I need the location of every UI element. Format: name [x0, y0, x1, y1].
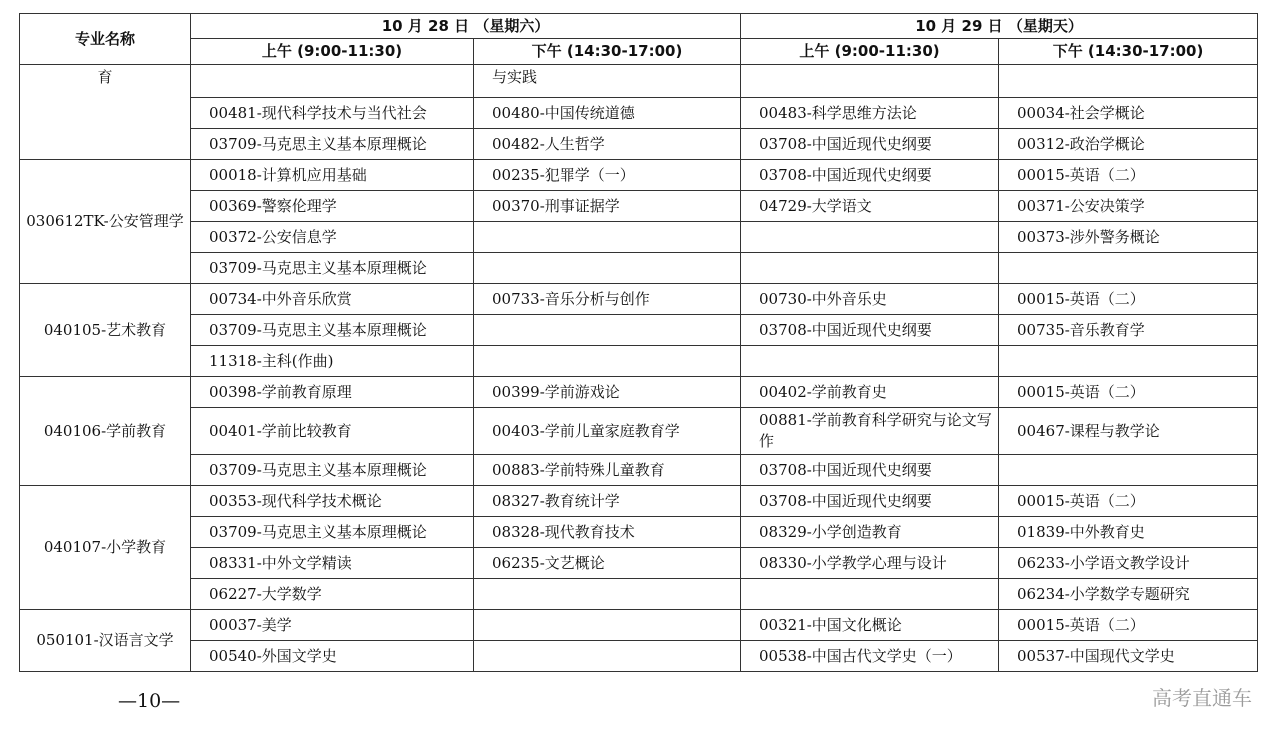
- course-cell: 00467-课程与教学论: [999, 408, 1258, 455]
- course-cell: 08330-小学教学心理与设计: [741, 548, 999, 579]
- course-cell: [191, 65, 474, 98]
- table-row: [20, 129, 1258, 160]
- header-row-sessions: [20, 39, 1258, 65]
- course-cell: [741, 65, 999, 98]
- course-cell: [474, 346, 741, 377]
- course-cell: 03709-马克思主义基本原理概论: [191, 129, 474, 160]
- course-cell: 08331-中外文学精读: [191, 548, 474, 579]
- page-number: —10—: [118, 690, 181, 712]
- course-cell: 00403-学前儿童家庭教育学: [474, 408, 741, 455]
- course-cell: 00734-中外音乐欣赏: [191, 284, 474, 315]
- course-cell: 00538-中国古代文学史（一）: [741, 641, 999, 672]
- course-cell: 06227-大学数学: [191, 579, 474, 610]
- day1-pm-header: 下午 (14:30-17:00): [474, 39, 741, 65]
- course-cell: 00540-外国文学史: [191, 641, 474, 672]
- major-cell: 030612TK-公安管理学: [20, 160, 191, 284]
- table-row: [20, 641, 1258, 672]
- course-cell: 06234-小学数学专题研究: [999, 579, 1258, 610]
- day2-am-header: 上午 (9:00-11:30): [741, 39, 999, 65]
- course-cell: 03709-马克思主义基本原理概论: [191, 517, 474, 548]
- major-cell: 040107-小学教育: [20, 486, 191, 610]
- course-cell: [741, 579, 999, 610]
- course-cell: [741, 346, 999, 377]
- course-cell: 00399-学前游戏论: [474, 377, 741, 408]
- course-cell: 06233-小学语文教学设计: [999, 548, 1258, 579]
- watermark-text: 高考直通车: [1152, 686, 1252, 710]
- course-cell: 03709-马克思主义基本原理概论: [191, 315, 474, 346]
- table-row: [20, 284, 1258, 315]
- course-cell: 00537-中国现代文学史: [999, 641, 1258, 672]
- course-cell: 03708-中国近现代史纲要: [741, 315, 999, 346]
- course-cell: 03708-中国近现代史纲要: [741, 160, 999, 191]
- course-cell: [999, 65, 1258, 98]
- course-cell: 00881-学前教育科学研究与论文写作: [741, 408, 999, 455]
- exam-schedule-table: [19, 13, 1258, 672]
- course-cell: 00371-公安决策学: [999, 191, 1258, 222]
- course-cell: 06235-文艺概论: [474, 548, 741, 579]
- table-row: [20, 160, 1258, 191]
- course-cell: 00401-学前比较教育: [191, 408, 474, 455]
- course-cell: [741, 222, 999, 253]
- course-cell: 00883-学前特殊儿童教育: [474, 455, 741, 486]
- major-cell: 040105-艺术教育: [20, 284, 191, 377]
- course-cell: 00398-学前教育原理: [191, 377, 474, 408]
- course-cell: 00018-计算机应用基础: [191, 160, 474, 191]
- table-row: [20, 346, 1258, 377]
- course-cell: 08327-教育统计学: [474, 486, 741, 517]
- course-cell: 00730-中外音乐史: [741, 284, 999, 315]
- course-cell: 03708-中国近现代史纲要: [741, 486, 999, 517]
- course-cell: 00015-英语（二）: [999, 160, 1258, 191]
- course-cell: 00015-英语（二）: [999, 610, 1258, 641]
- course-cell: 00480-中国传统道德: [474, 98, 741, 129]
- course-cell: 00373-涉外警务概论: [999, 222, 1258, 253]
- table-row: [20, 548, 1258, 579]
- course-cell: 00353-现代科学技术概论: [191, 486, 474, 517]
- course-cell: 00321-中国文化概论: [741, 610, 999, 641]
- course-cell: 04729-大学语文: [741, 191, 999, 222]
- course-cell: 08329-小学创造教育: [741, 517, 999, 548]
- course-cell: 00733-音乐分析与创作: [474, 284, 741, 315]
- course-cell: [474, 610, 741, 641]
- course-cell: 00015-英语（二）: [999, 377, 1258, 408]
- course-cell: 00483-科学思维方法论: [741, 98, 999, 129]
- course-cell: [999, 346, 1258, 377]
- course-cell: 03708-中国近现代史纲要: [741, 455, 999, 486]
- table-row: [20, 253, 1258, 284]
- course-cell: 00372-公安信息学: [191, 222, 474, 253]
- header-row-dates: [20, 14, 1258, 39]
- course-cell: [474, 641, 741, 672]
- table-row: [20, 610, 1258, 641]
- course-cell: 03709-马克思主义基本原理概论: [191, 253, 474, 284]
- day2-pm-header: 下午 (14:30-17:00): [999, 39, 1258, 65]
- major-cell: 040106-学前教育: [20, 377, 191, 486]
- course-cell: [741, 253, 999, 284]
- table-row: [20, 455, 1258, 486]
- course-cell: 00481-现代科学技术与当代社会: [191, 98, 474, 129]
- course-cell: 08328-现代教育技术: [474, 517, 741, 548]
- course-cell: [474, 315, 741, 346]
- course-cell: [999, 455, 1258, 486]
- table-row: [20, 408, 1258, 455]
- day1-header: 10 月 28 日 （星期六）: [191, 14, 741, 39]
- table-row: [20, 315, 1258, 346]
- table-row: [20, 65, 1258, 98]
- table-row: [20, 517, 1258, 548]
- course-cell: 00482-人生哲学: [474, 129, 741, 160]
- table-row: [20, 98, 1258, 129]
- course-cell: 00312-政治学概论: [999, 129, 1258, 160]
- course-cell: 00370-刑事证据学: [474, 191, 741, 222]
- course-cell: 03709-马克思主义基本原理概论: [191, 455, 474, 486]
- table-row: [20, 191, 1258, 222]
- course-cell: 00735-音乐教育学: [999, 315, 1258, 346]
- table-row: [20, 377, 1258, 408]
- course-cell: 00015-英语（二）: [999, 284, 1258, 315]
- major-cell: 育: [20, 65, 191, 160]
- table-row: [20, 579, 1258, 610]
- table-row: [20, 486, 1258, 517]
- course-cell: [474, 222, 741, 253]
- major-name-header: 专业名称: [20, 14, 191, 65]
- course-cell: 00369-警察伦理学: [191, 191, 474, 222]
- course-cell: 00037-美学: [191, 610, 474, 641]
- course-cell: 11318-主科(作曲): [191, 346, 474, 377]
- day2-header: 10 月 29 日 （星期天）: [741, 14, 1258, 39]
- course-cell: 03708-中国近现代史纲要: [741, 129, 999, 160]
- course-cell: [474, 253, 741, 284]
- course-cell: 00034-社会学概论: [999, 98, 1258, 129]
- table-row: [20, 222, 1258, 253]
- course-cell: 与实践: [474, 65, 741, 98]
- course-cell: 01839-中外教育史: [999, 517, 1258, 548]
- course-cell: 00235-犯罪学（一）: [474, 160, 741, 191]
- major-cell: 050101-汉语言文学: [20, 610, 191, 672]
- course-cell: [999, 253, 1258, 284]
- course-cell: 00015-英语（二）: [999, 486, 1258, 517]
- day1-am-header: 上午 (9:00-11:30): [191, 39, 474, 65]
- course-cell: 00402-学前教育史: [741, 377, 999, 408]
- course-cell: [474, 579, 741, 610]
